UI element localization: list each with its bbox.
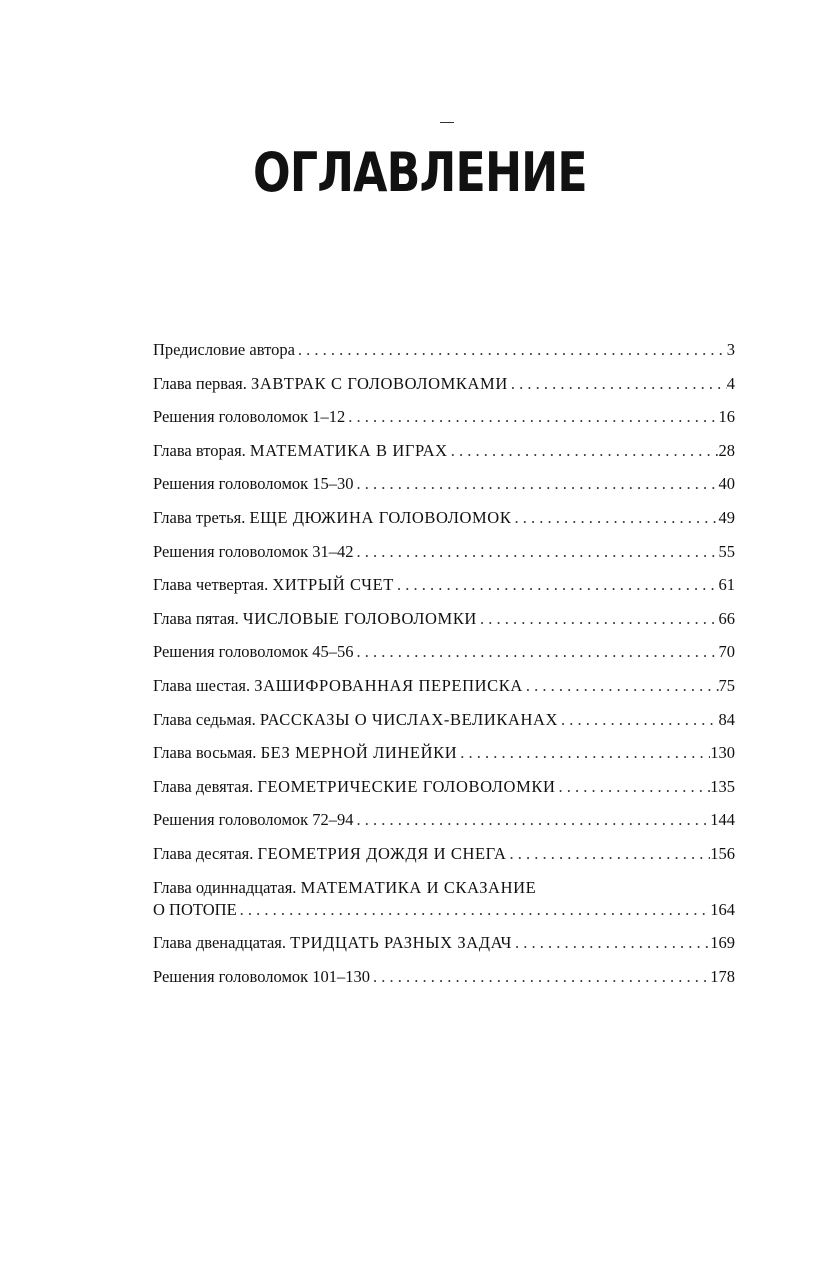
toc-entry-label: Глава одиннадцатая. bbox=[153, 877, 297, 897]
toc-leader-dots bbox=[370, 966, 710, 988]
toc-entry-title: РАССКАЗЫ О ЧИСЛАХ-ВЕЛИКАНАХ bbox=[259, 709, 559, 729]
toc-entry-label: Глава четвертая. bbox=[153, 575, 269, 595]
toc-leader-dots bbox=[512, 932, 710, 954]
toc-page-number: 28 bbox=[718, 440, 735, 460]
table-of-contents bbox=[153, 339, 735, 999]
toc-page-number: 61 bbox=[718, 575, 735, 595]
toc-entry-text bbox=[153, 339, 295, 361]
toc-entry-text bbox=[153, 742, 457, 764]
toc-entry bbox=[153, 473, 735, 495]
toc-entry bbox=[153, 541, 735, 563]
toc-leader-dots bbox=[354, 541, 719, 563]
toc-entry-title: ГЕОМЕТРИЯ ДОЖДЯ И СНЕГА bbox=[257, 843, 507, 863]
page-title: ОГЛАВЛЕНИЕ bbox=[253, 141, 587, 204]
toc-entry-text bbox=[153, 877, 735, 899]
toc-entry-label: Решения головоломок 31–42 bbox=[153, 541, 354, 561]
toc-leader-dots bbox=[457, 742, 710, 764]
toc-entry bbox=[153, 776, 735, 798]
toc-leader-dots bbox=[511, 507, 718, 529]
toc-entry-text bbox=[153, 406, 345, 428]
toc-entry-text bbox=[153, 507, 511, 529]
toc-page-number: 4 bbox=[726, 373, 735, 393]
toc-leader-dots bbox=[558, 709, 718, 731]
toc-entry-label: Решения головоломок 101–130 bbox=[153, 966, 371, 986]
toc-entry bbox=[153, 440, 735, 462]
toc-entry-text bbox=[153, 709, 558, 731]
toc-page-number: 66 bbox=[718, 608, 735, 628]
toc-leader-dots bbox=[394, 574, 719, 596]
toc-page-number: 178 bbox=[710, 966, 735, 986]
toc-entry-label: Решения головоломок 1–12 bbox=[153, 407, 346, 427]
toc-entry bbox=[153, 574, 735, 596]
toc-entry-title: ЕЩЕ ДЮЖИНА ГОЛОВОЛОМОК bbox=[249, 507, 512, 527]
toc-leader-dots bbox=[354, 641, 719, 663]
toc-leader-dots bbox=[507, 843, 711, 865]
toc-leader-dots bbox=[345, 406, 718, 428]
toc-entry-title: БЕЗ МЕРНОЙ ЛИНЕЙКИ bbox=[260, 743, 458, 763]
toc-entry-title: МАТЕМАТИКА И СКАЗАНИЕ bbox=[300, 877, 537, 897]
toc-leader-dots bbox=[508, 373, 727, 395]
toc-entry bbox=[153, 709, 735, 731]
toc-leader-dots bbox=[354, 809, 711, 831]
toc-entry-title: ГЕОМЕТРИЧЕСКИЕ ГОЛОВОЛОМКИ bbox=[257, 776, 556, 796]
toc-entry-text bbox=[153, 641, 354, 663]
toc-entry-title: ХИТРЫЙ СЧЕТ bbox=[272, 575, 394, 595]
toc-entry-text bbox=[153, 843, 507, 865]
toc-entry bbox=[153, 932, 735, 954]
toc-entry-text bbox=[153, 574, 394, 596]
toc-entry-label: Глава пятая. bbox=[153, 608, 239, 628]
toc-entry-text bbox=[153, 809, 354, 831]
toc-entry bbox=[153, 406, 735, 428]
toc-entry-title-continued: О ПОТОПЕ bbox=[153, 899, 237, 919]
toc-entry bbox=[153, 742, 735, 764]
toc-entry bbox=[153, 608, 735, 630]
toc-entry bbox=[153, 966, 735, 988]
toc-entry bbox=[153, 373, 735, 395]
toc-entry-title: МАТЕМАТИКА В ИГРАХ bbox=[249, 440, 448, 460]
toc-leader-dots bbox=[477, 608, 719, 630]
toc-entry-text bbox=[153, 776, 555, 798]
toc-entry-label: Глава двенадцатая. bbox=[153, 933, 287, 953]
toc-entry-text bbox=[153, 440, 448, 462]
toc-entry-label: Глава третья. bbox=[153, 507, 246, 527]
toc-leader-dots bbox=[448, 440, 719, 462]
toc-leader-dots bbox=[523, 675, 719, 697]
toc-entry-text bbox=[153, 608, 477, 630]
toc-entry bbox=[153, 675, 735, 697]
toc-leader-dots bbox=[354, 473, 719, 495]
toc-page-number: 16 bbox=[718, 407, 735, 427]
toc-page-number: 164 bbox=[710, 899, 735, 919]
toc-page-number: 55 bbox=[718, 541, 735, 561]
toc-entry-label: Глава первая. bbox=[153, 373, 247, 393]
toc-entry-label: Глава десятая. bbox=[153, 843, 254, 863]
toc-page-number: 84 bbox=[718, 709, 735, 729]
toc-entry bbox=[153, 809, 735, 831]
toc-entry-text bbox=[153, 373, 508, 395]
toc-entry-title: ТРИДЦАТЬ РАЗНЫХ ЗАДАЧ bbox=[290, 933, 512, 953]
toc-page-number: 70 bbox=[718, 642, 735, 662]
toc-page-number: 130 bbox=[710, 743, 735, 763]
toc-entry-label: Глава девятая. bbox=[153, 776, 254, 796]
toc-leader-dots bbox=[295, 339, 727, 361]
toc-page-number: 40 bbox=[718, 474, 735, 494]
toc-page-number: 75 bbox=[718, 675, 735, 695]
toc-entry-lines bbox=[153, 877, 735, 921]
toc-entry bbox=[153, 877, 735, 921]
toc-entry-text bbox=[153, 541, 354, 563]
toc-page-number: 3 bbox=[726, 340, 735, 359]
toc-entry-text bbox=[153, 473, 354, 495]
toc-entry bbox=[153, 843, 735, 865]
header-dash bbox=[440, 122, 454, 123]
toc-entry-text bbox=[153, 966, 370, 988]
toc-entry bbox=[153, 641, 735, 663]
toc-entry-title: ЧИСЛОВЫЕ ГОЛОВОЛОМКИ bbox=[242, 608, 477, 628]
toc-page-number: 169 bbox=[710, 933, 735, 953]
toc-entry-label: Глава вторая. bbox=[153, 440, 246, 460]
toc-entry-label: Глава шестая. bbox=[153, 675, 251, 695]
toc-leader-dots bbox=[555, 776, 710, 798]
toc-entry-title: ЗАВТРАК С ГОЛОВОЛОМКАМИ bbox=[251, 373, 508, 393]
toc-entry-label: Глава седьмая. bbox=[153, 709, 256, 729]
toc-entry-label: Предисловие автора bbox=[153, 340, 295, 359]
toc-entry-text bbox=[153, 675, 523, 697]
toc-page-number: 135 bbox=[710, 776, 735, 796]
toc-entry bbox=[153, 507, 735, 529]
toc-entry-text bbox=[153, 932, 512, 954]
toc-page-number: 144 bbox=[710, 810, 735, 830]
toc-entry-label: Решения головоломок 72–94 bbox=[153, 810, 354, 830]
toc-entry-title: ЗАШИФРОВАННАЯ ПЕРЕПИСКА bbox=[254, 675, 523, 695]
toc-page-number: 156 bbox=[710, 843, 735, 863]
toc-entry bbox=[153, 339, 735, 361]
toc-page-number: 49 bbox=[718, 507, 735, 527]
toc-entry-label: Решения головоломок 15–30 bbox=[153, 474, 354, 494]
toc-entry-label: Глава восьмая. bbox=[153, 743, 257, 763]
toc-entry-label: Решения головоломок 45–56 bbox=[153, 642, 354, 662]
toc-leader-dots bbox=[237, 899, 711, 921]
